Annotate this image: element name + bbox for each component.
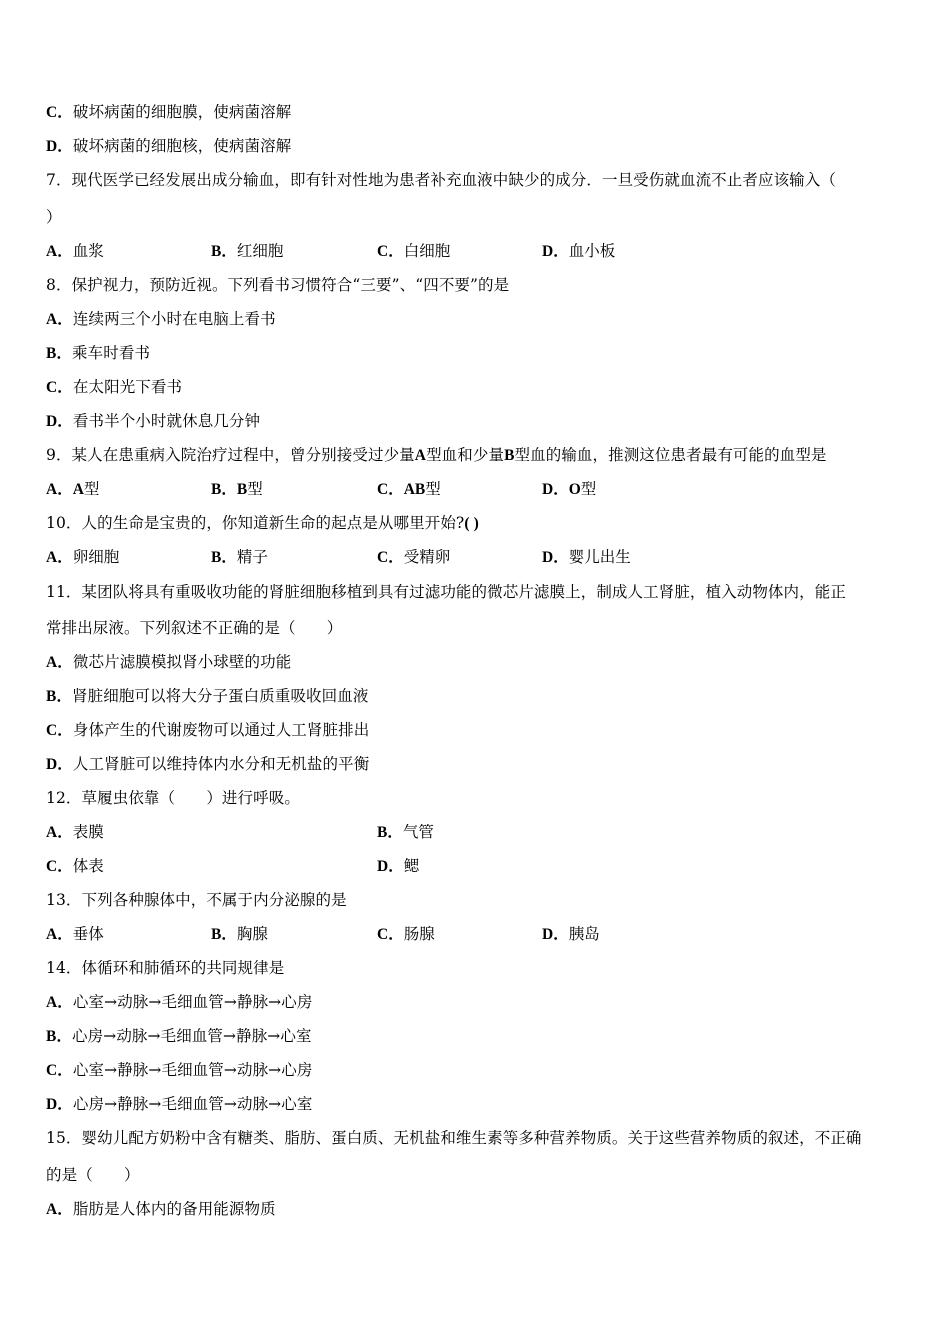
q14-option-a [46,992,312,1013]
q9-stem-mid: 型血和少量 [426,446,505,464]
option-text: 在太阳光下看书 [72,378,183,396]
q14-option-d [46,1094,312,1115]
option-text: 破坏病菌的细胞核，使病菌溶解 [72,137,292,155]
option-text: 心室→静脉→毛细血管→动脉→心房 [72,1061,313,1079]
q10-stem [46,513,479,534]
q9-stem-type-a: A [414,447,427,464]
option-label: D． [46,138,73,155]
option-label: B． [211,243,237,260]
option-code: O [568,481,581,498]
q13-option-a [46,924,104,945]
q12-option-b [377,822,434,843]
q11-option-d [46,754,369,775]
q11-option-b [46,686,368,707]
option-label: C． [46,1062,73,1079]
option-text: 白细胞 [403,242,451,260]
q9-option-d [542,479,596,500]
option-text: 卵细胞 [72,548,120,566]
q12-option-a [46,822,104,843]
option-label: B． [377,824,403,841]
q6-option-d [46,136,291,157]
q15-option-a [46,1199,276,1220]
option-text: 看书半个小时就休息几分钟 [72,412,261,430]
option-text: 心室→动脉→毛细血管→静脉→心房 [72,993,313,1011]
option-text: 人工肾脏可以维持体内水分和无机盐的平衡 [72,755,370,773]
option-code: B [236,481,248,498]
q13-option-b [211,924,268,945]
q8-option-b [46,343,150,364]
option-label: B． [211,926,237,943]
option-label: D． [542,549,569,566]
q7-option-a [46,241,104,262]
option-label: B． [46,1028,73,1045]
q11-stem-line1: 11．某团队将具有重吸收功能的肾脏细胞移植到具有过滤功能的微芯片滤膜上，制成人工肾脏，植入动物体内，能正 [46,583,846,601]
option-code: AB [403,481,426,498]
option-label: C． [377,243,404,260]
q7-option-d [542,241,615,262]
option-text: 鳃 [403,857,420,875]
option-label: B． [46,345,73,362]
option-text: 肾脏细胞可以将大分子蛋白质重吸收回血液 [72,687,369,705]
option-text: 乘车时看书 [72,344,151,362]
q11-option-c [46,720,369,741]
q12-option-d [377,856,419,877]
option-label: A． [46,994,73,1011]
q9-stem [46,445,827,466]
option-label: A． [46,1201,73,1218]
option-text: 受精卵 [403,548,451,566]
q11-option-a [46,652,291,673]
option-text: 红细胞 [236,242,284,260]
option-text: 胰岛 [568,925,600,943]
option-label: D． [377,858,404,875]
option-text: 体表 [72,857,104,875]
q8-option-a [46,309,276,330]
q9-option-b [211,479,263,500]
q7-option-c [377,241,450,262]
option-code: A [72,481,84,498]
option-text: 表膜 [72,823,104,841]
option-text: 身体产生的代谢废物可以通过人工肾脏排出 [72,721,370,739]
option-label: A． [46,654,73,671]
option-text: 心房→动脉→毛细血管→静脉→心室 [72,1027,312,1045]
option-label: D． [542,926,569,943]
q10-option-c [377,547,450,568]
q7-stem-line1: 7．现代医学已经发展出成分输血，即有针对性地为患者补充血液中缺少的成分．一旦受伤就血流不止者应该输入（ [46,171,836,189]
option-label: B． [211,549,237,566]
q7-option-b [211,241,283,262]
option-text: 血浆 [72,242,104,260]
q13-option-c [377,924,435,945]
option-label: A． [46,549,73,566]
option-text: 破坏病菌的细胞膜，使病菌溶解 [72,103,292,121]
option-label: A． [46,243,73,260]
option-text: 婴儿出生 [568,548,631,566]
q12-stem: 12．草履虫依靠（ ）进行呼吸。 [46,789,300,807]
option-label: A． [46,481,73,498]
option-text: 微芯片滤膜模拟肾小球壁的功能 [72,653,292,671]
option-label: C． [46,858,73,875]
option-label: B． [211,481,237,498]
option-text: 血小板 [568,242,616,260]
option-label: D． [542,243,569,260]
option-text: 垂体 [72,925,104,943]
option-text: 脂肪是人体内的备用能源物质 [72,1200,276,1218]
q15-stem-line1: 15．婴幼儿配方奶粉中含有糖类、脂肪、蛋白质、无机盐和维生素等多种营养物质。关于这些营养物质的叙述，不正确 [46,1129,862,1147]
option-label: A． [46,311,73,328]
q8-option-c [46,377,182,398]
q9-option-a [46,479,99,500]
q10-stem-paren: ( ) [464,515,479,532]
option-label: C． [377,549,404,566]
q8-stem: 8．保护视力，预防近视。下列看书习惯符合“三要”、“四不要”的是 [46,276,510,294]
q10-stem-text: 10．人的生命是宝贵的，你知道新生命的起点是从哪里开始? [46,514,465,532]
q10-option-a [46,547,119,568]
option-text: 型 [83,480,100,498]
q9-option-c [377,479,441,500]
q10-option-b [211,547,268,568]
option-label: C． [46,379,73,396]
q6-option-c [46,102,291,123]
option-text: 心房→静脉→毛细血管→动脉→心室 [72,1095,313,1113]
q9-stem-pre: 9．某人在患重病入院治疗过程中，曾分别接受过少量 [46,446,415,464]
option-label: C． [46,722,73,739]
option-label: D． [46,413,73,430]
option-label: D． [46,1096,73,1113]
option-label: C． [377,481,404,498]
option-text: 型 [580,480,597,498]
q13-option-d [542,924,600,945]
option-text: 型 [425,480,441,498]
option-label: A． [46,926,73,943]
option-text: 型 [247,480,263,498]
q15-stem-line2: 的是（ ） [46,1166,140,1184]
q7-stem-line2: ） [46,208,62,226]
option-text: 气管 [402,823,434,841]
q11-stem-line2: 常排出尿液。下列叙述不正确的是（ ） [46,619,343,637]
q9-stem-post: 型血的输血，推测这位患者最有可能的血型是 [514,446,827,464]
option-label: A． [46,824,73,841]
option-label: D． [542,481,569,498]
q9-stem-type-b: B [504,447,515,464]
q13-stem: 13．下列各种腺体中，不属于内分泌腺的是 [46,891,347,909]
q14-stem: 14．体循环和肺循环的共同规律是 [46,959,285,977]
option-text: 肠腺 [403,925,435,943]
q14-option-c [46,1060,312,1081]
q14-option-b [46,1026,312,1047]
option-text: 连续两三个小时在电脑上看书 [72,310,276,328]
option-label: C． [46,104,73,121]
q10-option-d [542,547,631,568]
q12-option-c [46,856,104,877]
option-text: 精子 [236,548,268,566]
option-label: C． [377,926,404,943]
option-label: B． [46,688,73,705]
option-label: D． [46,756,73,773]
option-text: 胸腺 [236,925,268,943]
q8-option-d [46,411,260,432]
